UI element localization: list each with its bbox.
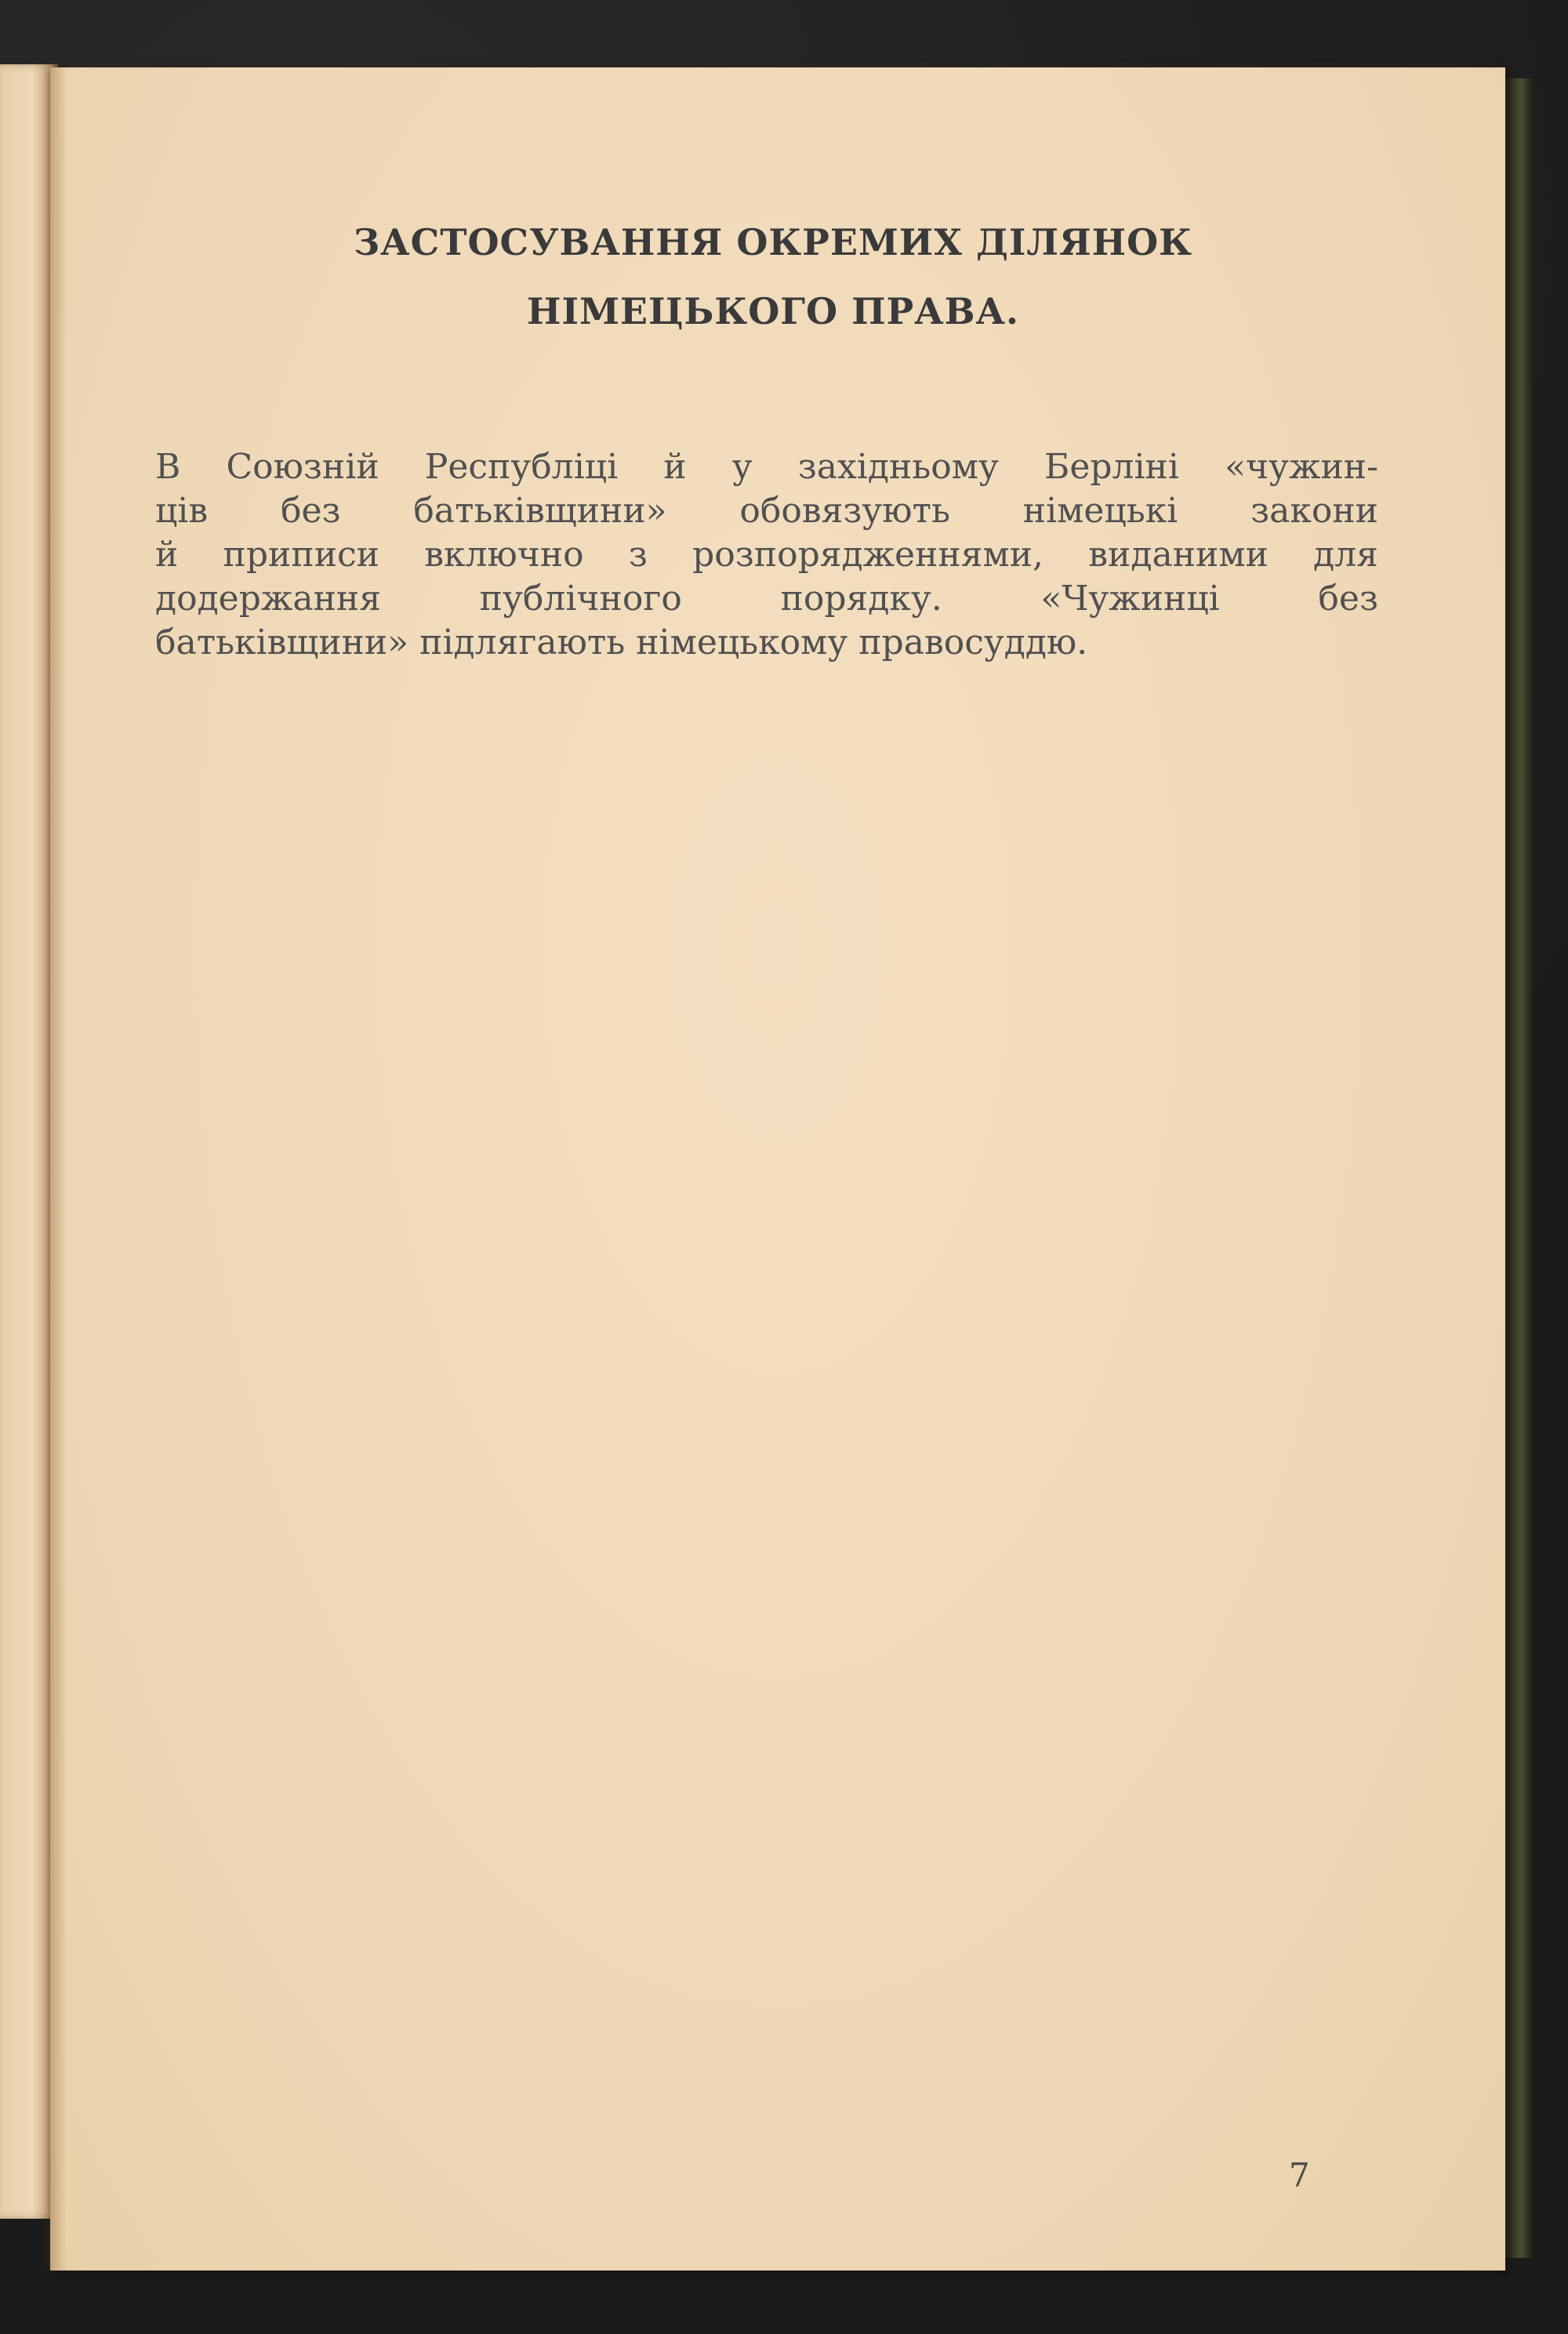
paragraph-line: й приписи включно з розпорядженнями, виданими для [155, 535, 1378, 575]
section-heading-line-2: НІМЕЦЬКОГО ПРАВА. [527, 290, 1019, 332]
section-heading-line-1: ЗАСТОСУВАННЯ ОКРЕМИХ ДІЛЯНОК [353, 221, 1193, 263]
page-number: 7 [1289, 2156, 1310, 2194]
body-paragraph [155, 445, 1378, 665]
paragraph-line: ців без батьківщини» обовязують німецькі закони [155, 491, 1378, 531]
paragraph-line: додержання публічного порядку. «Чужинці без [155, 579, 1378, 619]
document-page [50, 67, 1505, 2270]
previous-page-edge [0, 64, 58, 2219]
paragraph-line: В Союзній Республіці й у західньому Берліні «чужин- [155, 447, 1378, 487]
paragraph-line: батьківщини» підлягають німецькому правосуддю. [155, 623, 1088, 662]
